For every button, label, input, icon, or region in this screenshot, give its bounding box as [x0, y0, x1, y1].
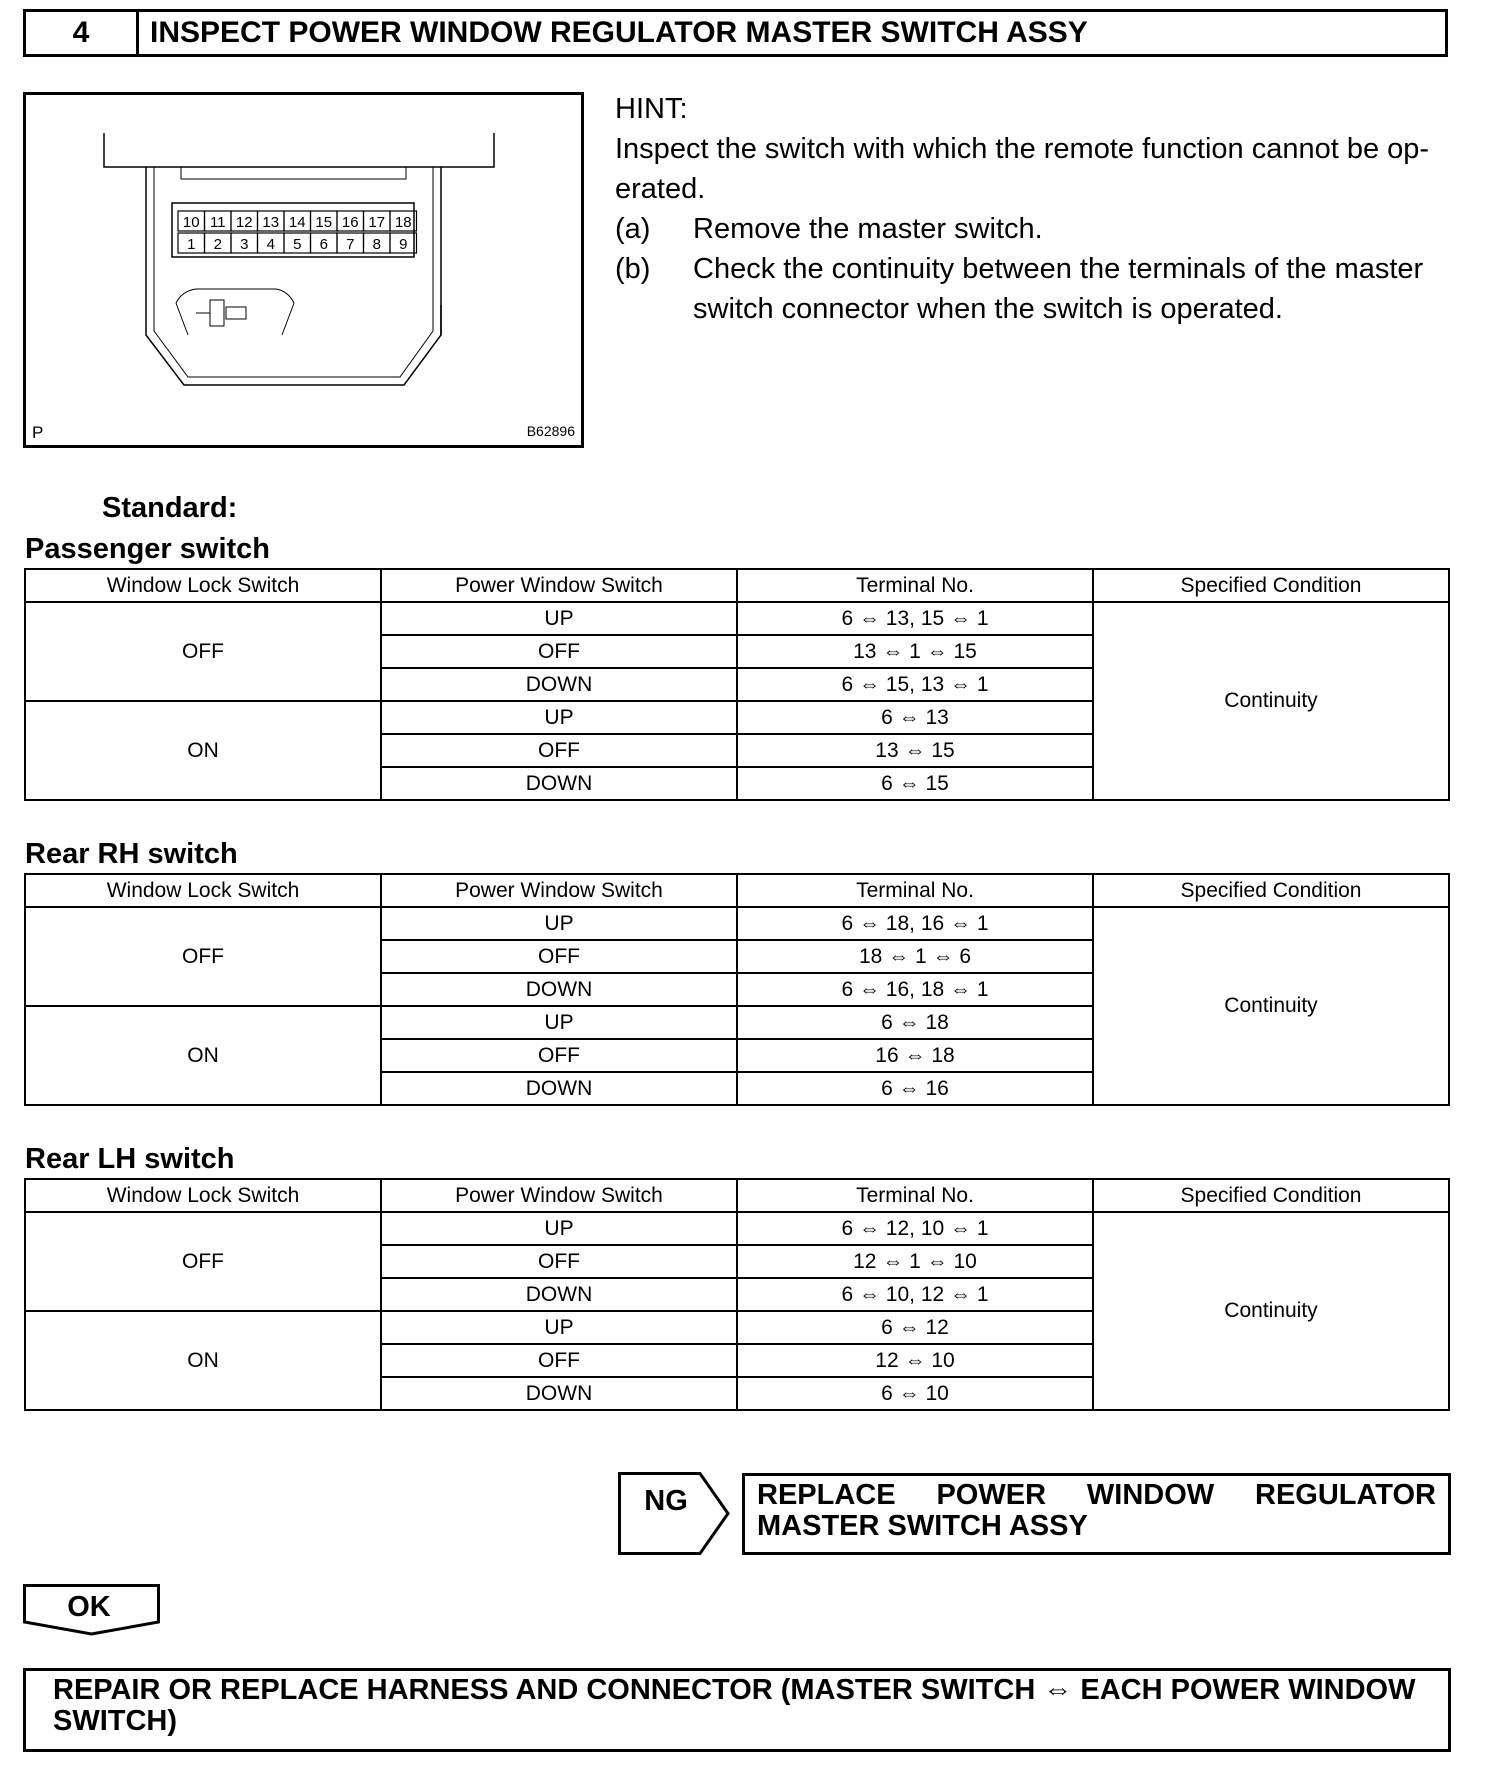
spec-table: [24, 873, 1450, 1106]
connector-drawing: [26, 95, 581, 445]
table-title: Rear LH switch: [25, 1143, 235, 1175]
power-window-switch-cell: UP: [381, 907, 737, 940]
power-window-switch-cell: OFF: [381, 635, 737, 668]
table-title: Passenger switch: [25, 533, 270, 565]
connector-pin-label: 6: [319, 236, 328, 253]
terminal-cell: 6 ⇔ 18: [737, 1006, 1093, 1039]
connector-pin-label: 13: [262, 214, 280, 231]
figure-code: B62896: [526, 423, 575, 439]
ok-tag: [23, 1584, 160, 1636]
lock-switch-cell: OFF: [25, 1212, 381, 1311]
terminal-cell: 12 ⇔ 10: [737, 1344, 1093, 1377]
table-title: Rear RH switch: [25, 838, 238, 870]
step-number: 4: [26, 12, 139, 54]
power-window-switch-cell: DOWN: [381, 1278, 737, 1311]
terminal-cell: 6 ⇔ 12, 10 ⇔ 1: [737, 1212, 1093, 1245]
power-window-switch-cell: OFF: [381, 734, 737, 767]
terminal-cell: 13 ⇔ 1 ⇔ 15: [737, 635, 1093, 668]
hint-step-a-text: Remove the master switch.: [693, 213, 1043, 245]
table-header-row: [25, 1179, 1449, 1212]
connector-pin-label: 12: [235, 214, 253, 231]
connector-pin-label: 3: [240, 236, 249, 253]
hint-step-a: [615, 209, 1450, 249]
hint-step-b: [615, 249, 1450, 289]
hint-line-1: Inspect the switch with which the remote function cannot be op-: [615, 133, 1430, 165]
terminal-cell: 12 ⇔ 1 ⇔ 10: [737, 1245, 1093, 1278]
power-window-switch-cell: OFF: [381, 1245, 737, 1278]
table-row: [25, 602, 1449, 635]
connector-pin-label: 1: [187, 236, 196, 253]
terminal-cell: 6 ⇔ 18, 16 ⇔ 1: [737, 907, 1093, 940]
condition-cell: Continuity: [1093, 1212, 1449, 1410]
terminal-cell: 6 ⇔ 12: [737, 1311, 1093, 1344]
terminal-cell: 6 ⇔ 16: [737, 1072, 1093, 1105]
power-window-switch-cell: DOWN: [381, 1072, 737, 1105]
hint-step-b-cont: [615, 289, 1450, 329]
connector-pin-label: 2: [213, 236, 222, 253]
power-window-switch-cell: UP: [381, 701, 737, 734]
terminal-cell: 6 ⇔ 13, 15 ⇔ 1: [737, 602, 1093, 635]
hint-step-b-line-1: Check the continuity between the terminals of the master: [693, 253, 1424, 285]
table-row: [25, 907, 1449, 940]
step-title: INSPECT POWER WINDOW REGULATOR MASTER SWITCH ASSY: [150, 16, 1088, 49]
ng-action-text: REPLACE POWER WINDOW REGULATOR MASTER SWITCH ASSY: [757, 1479, 1436, 1542]
power-window-switch-cell: DOWN: [381, 767, 737, 800]
terminal-cell: 18 ⇔ 1 ⇔ 6: [737, 940, 1093, 973]
connector-illustration: [23, 92, 584, 448]
power-window-switch-cell: OFF: [381, 1039, 737, 1072]
table-row: [25, 1212, 1449, 1245]
column-header: Specified Condition: [1093, 874, 1449, 907]
power-window-switch-cell: UP: [381, 1006, 737, 1039]
column-header: Power Window Switch: [381, 874, 737, 907]
power-window-switch-cell: DOWN: [381, 1377, 737, 1410]
power-window-switch-cell: DOWN: [381, 973, 737, 1006]
terminal-cell: 6 ⇔ 10, 12 ⇔ 1: [737, 1278, 1093, 1311]
spec-table: [24, 568, 1450, 801]
condition-cell: Continuity: [1093, 602, 1449, 800]
terminal-cell: 6 ⇔ 15: [737, 767, 1093, 800]
hint-line-2: erated.: [615, 173, 706, 205]
ng-label: NG: [644, 1485, 688, 1517]
spec-table: [24, 1178, 1450, 1411]
hint-step-b-label: (b): [615, 253, 651, 285]
column-header: Terminal No.: [737, 1179, 1093, 1212]
hint-step-b-line-2: switch connector when the switch is operated.: [693, 293, 1283, 325]
terminal-cell: 6 ⇔ 10: [737, 1377, 1093, 1410]
power-window-switch-cell: UP: [381, 1311, 737, 1344]
condition-cell: Continuity: [1093, 907, 1449, 1105]
power-window-switch-cell: DOWN: [381, 668, 737, 701]
column-header: Power Window Switch: [381, 1179, 737, 1212]
lock-switch-cell: ON: [25, 1311, 381, 1410]
column-header: Terminal No.: [737, 569, 1093, 602]
terminal-cell: 6 ⇔ 16, 18 ⇔ 1: [737, 973, 1093, 1006]
lock-switch-cell: ON: [25, 1006, 381, 1105]
table-header-row: [25, 569, 1449, 602]
connector-pin-label: 18: [394, 214, 412, 231]
ng-arrow-box: [618, 1472, 730, 1555]
hint-label: HINT:: [615, 93, 688, 125]
connector-pin-label: 11: [209, 214, 226, 231]
power-window-switch-cell: OFF: [381, 1344, 737, 1377]
ok-action-box: [23, 1668, 1451, 1752]
power-window-switch-cell: UP: [381, 1212, 737, 1245]
lock-switch-cell: OFF: [25, 602, 381, 701]
connector-pin-label: 16: [341, 214, 359, 231]
column-header: Power Window Switch: [381, 569, 737, 602]
lock-switch-cell: OFF: [25, 907, 381, 1006]
hint-block: [615, 89, 1450, 329]
column-header: Window Lock Switch: [25, 569, 381, 602]
power-window-switch-cell: UP: [381, 602, 737, 635]
terminal-cell: 6 ⇔ 15, 13 ⇔ 1: [737, 668, 1093, 701]
table-header-row: [25, 874, 1449, 907]
figure-corner-label: P: [32, 423, 44, 442]
column-header: Specified Condition: [1093, 569, 1449, 602]
connector-pin-label: 15: [315, 214, 333, 231]
ng-action-box: [742, 1473, 1451, 1555]
terminal-cell: 6 ⇔ 13: [737, 701, 1093, 734]
column-header: Specified Condition: [1093, 1179, 1449, 1212]
column-header: Window Lock Switch: [25, 874, 381, 907]
connector-pin-label: 5: [293, 236, 302, 253]
hint-step-a-label: (a): [615, 213, 651, 245]
lock-switch-cell: ON: [25, 701, 381, 800]
connector-pin-label: 10: [182, 214, 200, 231]
connector-pin-label: 7: [346, 236, 355, 253]
column-header: Terminal No.: [737, 874, 1093, 907]
step-header: [23, 9, 1448, 57]
ok-label: OK: [67, 1591, 111, 1623]
terminal-cell: 13 ⇔ 15: [737, 734, 1093, 767]
ok-action-text: REPAIR OR REPLACE HARNESS AND CONNECTOR (MASTER SWITCH ⇔ EACH POWER WINDOW SWITCH): [53, 1674, 1416, 1737]
connector-pin-label: 8: [372, 236, 381, 253]
power-window-switch-cell: OFF: [381, 940, 737, 973]
connector-pin-label: 4: [266, 236, 275, 253]
column-header: Window Lock Switch: [25, 1179, 381, 1212]
terminal-cell: 16 ⇔ 18: [737, 1039, 1093, 1072]
connector-pin-label: 14: [288, 214, 306, 231]
standard-label: Standard:: [102, 492, 238, 524]
connector-pin-label: 17: [368, 214, 386, 231]
connector-pin-label: 9: [399, 236, 408, 253]
